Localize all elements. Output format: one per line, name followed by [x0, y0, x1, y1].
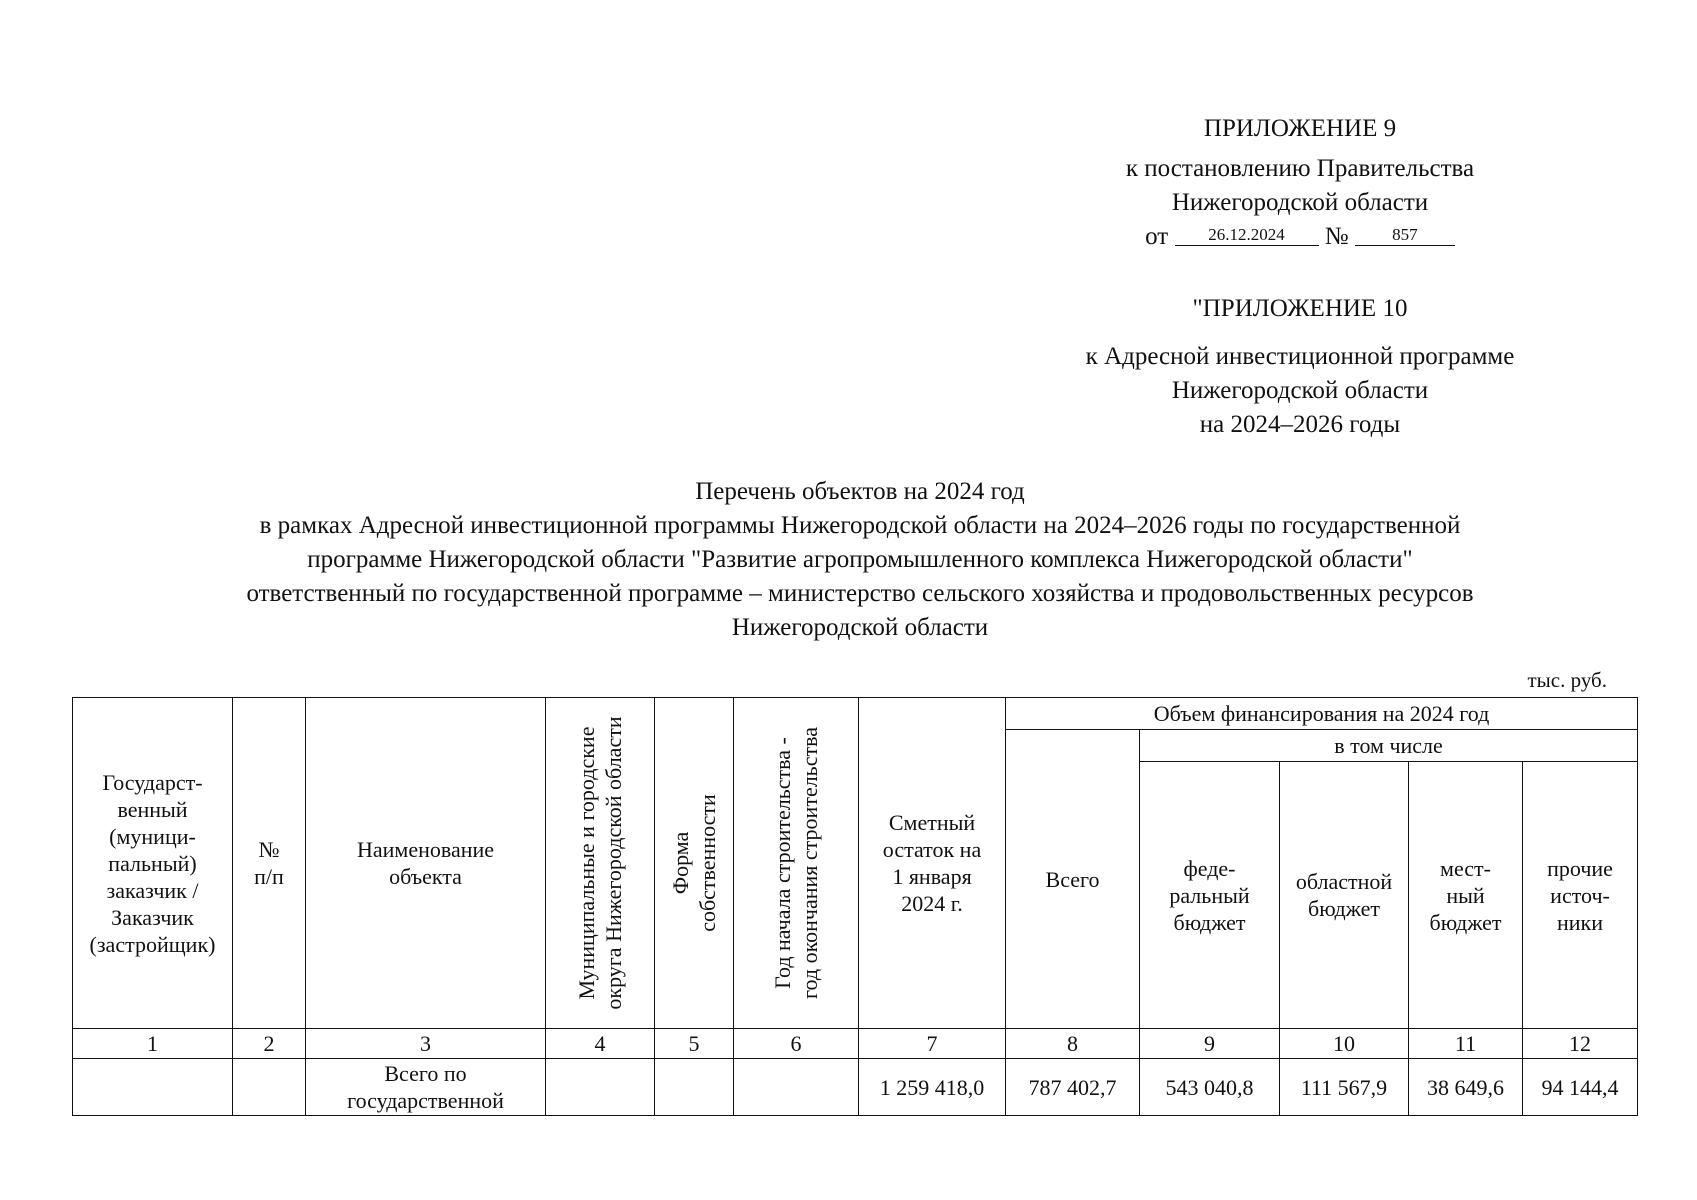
total-ownership: [655, 1059, 734, 1116]
header-including: в том числе: [1140, 730, 1638, 762]
header-federal-budget: феде- ральный бюджет: [1140, 762, 1280, 1029]
col-num: 2: [233, 1029, 306, 1059]
header-funding: Объем финансирования на 2024 год: [1006, 698, 1638, 730]
program-appendix-header: [995, 292, 1605, 442]
col-num: 7: [859, 1029, 1006, 1059]
header-construction-years: Год начала строительства - год окончания строительства: [734, 698, 859, 1029]
col-num: 8: [1006, 1029, 1140, 1059]
total-label: Всего по государственной: [306, 1059, 546, 1116]
header-regional-budget: областной бюджет: [1280, 762, 1409, 1029]
total-regional: 111 567,9: [1280, 1059, 1409, 1116]
unit-label: тыс. руб.: [1527, 668, 1607, 692]
col-num: 9: [1140, 1029, 1280, 1059]
col-num: 4: [546, 1029, 655, 1059]
header-object-name: Наименование объекта: [306, 698, 546, 1029]
header-other-sources: прочие источ- ники: [1523, 762, 1638, 1029]
column-numbers-row: [73, 1029, 1638, 1059]
total-federal: 543 040,8: [1140, 1059, 1280, 1116]
col-num: 12: [1523, 1029, 1638, 1059]
appendix-header: [1000, 112, 1600, 254]
header-local-budget: мест- ный бюджет: [1409, 762, 1523, 1029]
title-line1: Перечень объектов на 2024 год: [695, 478, 1025, 505]
title-line5: Нижегородской области: [731, 614, 989, 641]
title-line4: ответственный по государственной программе – министерство сельского хозяйства и продовольственных ресурсов: [246, 580, 1474, 607]
decree-number: 857: [1355, 225, 1455, 246]
decree-date: 26.12.2024: [1175, 225, 1319, 246]
program-appendix-line1: к Адресной инвестиционной программе: [1085, 343, 1515, 370]
header-number: № п/п: [233, 698, 306, 1029]
document-title: [130, 475, 1590, 645]
appendix-line2: Нижегородской области: [1171, 189, 1429, 216]
header-ownership-form: Форма собственности: [655, 698, 734, 1029]
number-label: №: [1324, 223, 1349, 250]
header-customer: Государст- венный (муници- пальный) заказчик / Заказчик (застройщик): [73, 698, 233, 1029]
appendix-line1: к постановлению Правительства: [1125, 155, 1475, 182]
appendix-title: ПРИЛОЖЕНИЕ 9: [1203, 115, 1397, 142]
objects-table: [72, 697, 1638, 1116]
title-line3: программе Нижегородской области "Развитие агропромышленного комплекса Нижегородской области": [307, 546, 1413, 573]
total-years: [734, 1059, 859, 1116]
col-num: 5: [655, 1029, 734, 1059]
total-municipal: [546, 1059, 655, 1116]
from-label: от: [1145, 223, 1169, 250]
header-total: Всего: [1006, 730, 1140, 1029]
total-funding: 787 402,7: [1006, 1059, 1140, 1116]
total-estimate: 1 259 418,0: [859, 1059, 1006, 1116]
total-other: 94 144,4: [1523, 1059, 1638, 1116]
program-appendix-title: "ПРИЛОЖЕНИЕ 10: [1192, 295, 1408, 322]
total-local: 38 649,6: [1409, 1059, 1523, 1116]
col-num: 10: [1280, 1029, 1409, 1059]
program-appendix-line3: на 2024–2026 годы: [1199, 411, 1401, 438]
program-appendix-line2: Нижегородской области: [1171, 377, 1429, 404]
appendix-date-line: [1000, 220, 1600, 254]
total-row: [73, 1059, 1638, 1116]
col-num: 11: [1409, 1029, 1523, 1059]
header-municipal-districts: Муниципальные и городские округа Нижегородской области: [546, 698, 655, 1029]
title-line2: в рамках Адресной инвестиционной программы Нижегородской области на 2024–2026 годы по государственной: [259, 512, 1461, 539]
col-num: 1: [73, 1029, 233, 1059]
total-customer: [73, 1059, 233, 1116]
header-estimate-balance: Сметный остаток на 1 января 2024 г.: [859, 698, 1006, 1029]
total-number: [233, 1059, 306, 1116]
col-num: 3: [306, 1029, 546, 1059]
col-num: 6: [734, 1029, 859, 1059]
